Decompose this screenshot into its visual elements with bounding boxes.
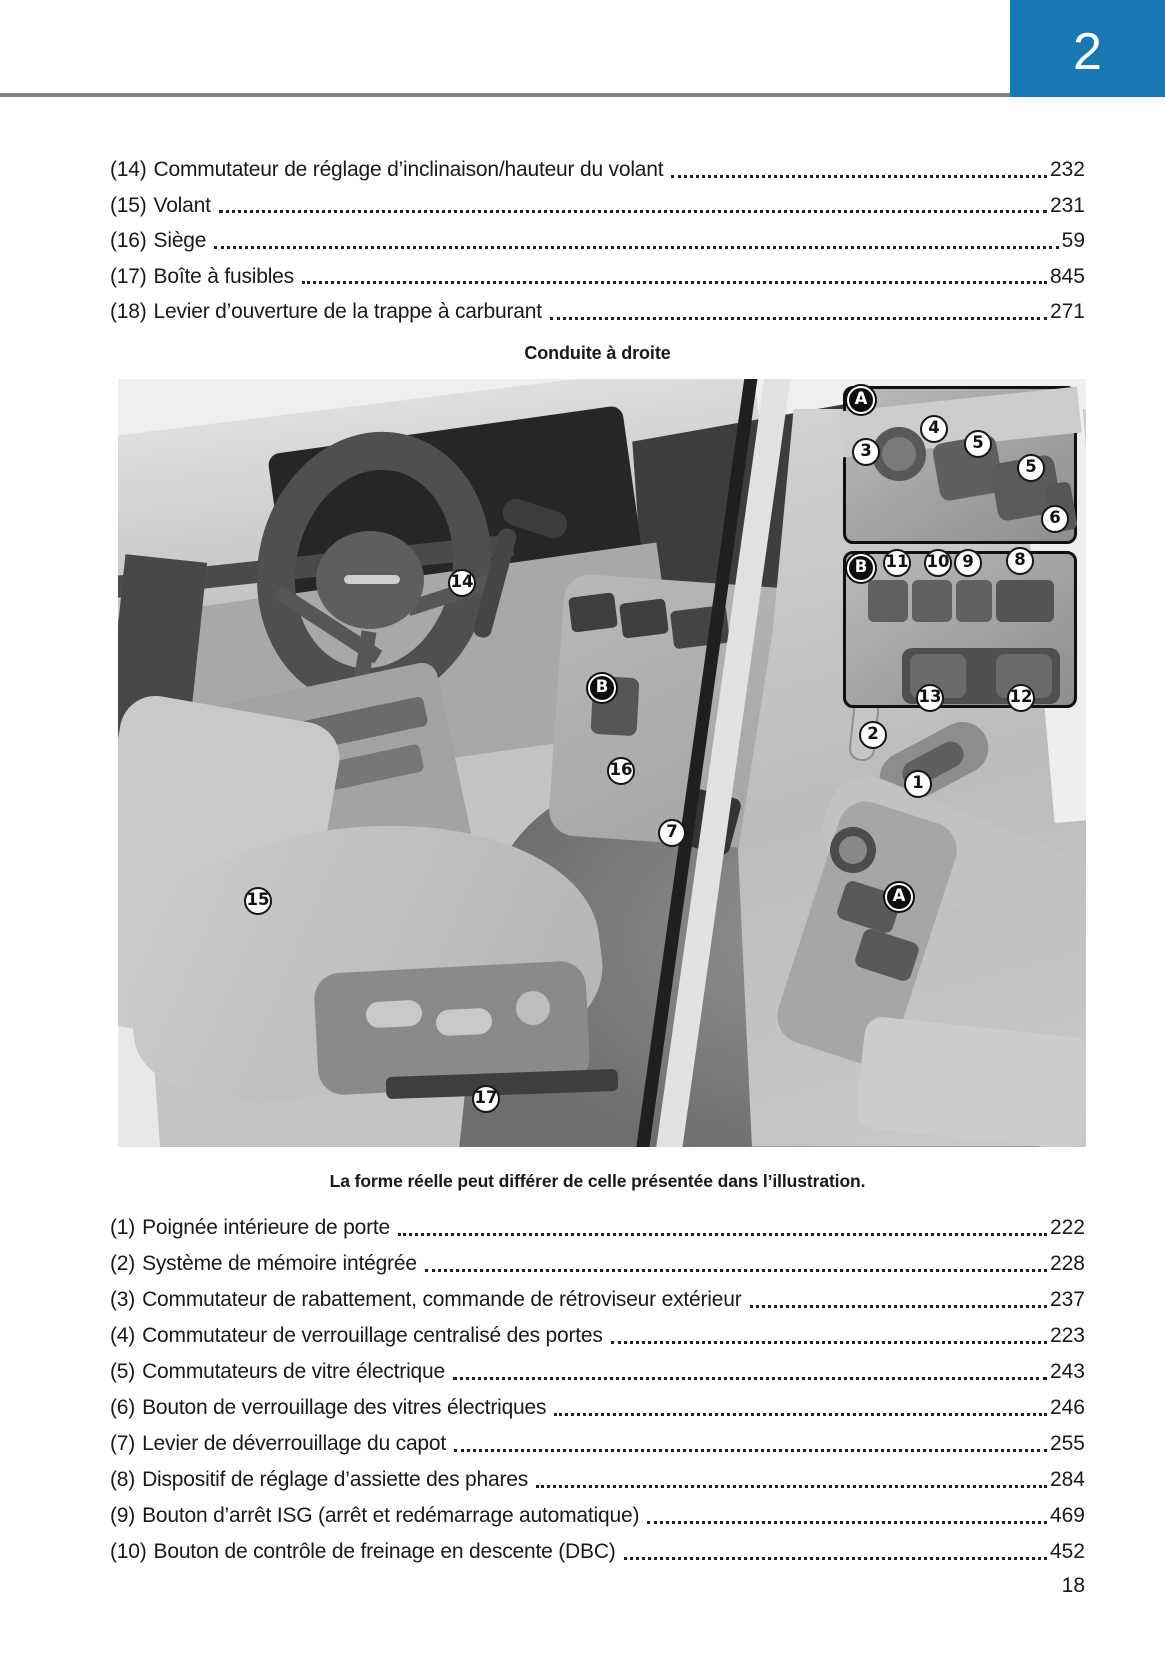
callout-1: 1 (904, 770, 932, 798)
callout-17: 17 (472, 1085, 500, 1113)
toc-item-number: (1) (110, 1216, 136, 1240)
toc-item-label: Commutateur de réglage d’inclinaison/hauteur du volant (153, 158, 664, 182)
callout-15: 15 (244, 887, 272, 915)
toc-item-label: Levier de déverrouillage du capot (142, 1432, 447, 1456)
callout-11: 11 (883, 549, 911, 577)
toc-top (110, 152, 1085, 330)
toc-item-label: Système de mémoire intégrée (142, 1252, 417, 1276)
toc-item-page: 232 (1049, 158, 1085, 182)
toc-item-number: (5) (110, 1360, 136, 1384)
toc-item-number: (16) (110, 229, 147, 253)
mirror-control-knob-graphic (872, 427, 926, 481)
toc-item-page: 246 (1049, 1396, 1085, 1420)
dotted-leader (302, 281, 1047, 284)
toc-item-label: Boîte à fusibles (153, 264, 294, 288)
toc-item-page: 469 (1049, 1504, 1085, 1528)
callout-13: 13 (916, 684, 944, 712)
callout-7: 7 (658, 819, 686, 847)
wheel-emblem-graphic (344, 575, 400, 584)
toc-item-label: Siège (153, 229, 207, 253)
switch-button-graphic (868, 580, 908, 622)
callout-6: 6 (1041, 505, 1069, 533)
toc-item (110, 1426, 1085, 1462)
toc-item-label: Commutateur de verrouillage centralisé des portes (142, 1324, 603, 1348)
dotted-leader (624, 1557, 1047, 1560)
callout-4: 4 (920, 415, 948, 443)
toc-item-label: Volant (153, 193, 211, 217)
toc-item-label: Poignée intérieure de porte (142, 1216, 391, 1240)
toc-item-label: Levier d’ouverture de la trappe à carburant (153, 300, 542, 324)
callout-B-main: B (588, 674, 616, 702)
toc-item-number: (10) (110, 1540, 147, 1564)
toc-item (110, 1534, 1085, 1570)
dotted-leader (550, 317, 1047, 320)
toc-item-label: Bouton d’arrêt ISG (arrêt et redémarrage automatique) (142, 1504, 640, 1528)
toc-item (110, 1462, 1085, 1498)
toc-item-number: (18) (110, 300, 147, 324)
callout-A-inset: A (847, 386, 875, 414)
toc-item-page: 255 (1049, 1432, 1085, 1456)
toc-item-page: 271 (1049, 300, 1085, 324)
toc-item-page: 243 (1049, 1360, 1085, 1384)
toc-item (110, 1282, 1085, 1318)
figure-title: Conduite à droite (524, 342, 671, 363)
dotted-leader (647, 1521, 1047, 1524)
toc-item-page: 231 (1049, 193, 1085, 217)
toc-item-page: 452 (1049, 1540, 1085, 1564)
toc-item-page: 222 (1049, 1216, 1085, 1240)
illustration (118, 379, 1086, 1147)
toc-item-number: (6) (110, 1396, 136, 1420)
dotted-leader (454, 1449, 1047, 1452)
dash-switch-graphic (568, 592, 618, 632)
toc-item (110, 1354, 1085, 1390)
dash-switch-graphic (619, 598, 669, 638)
door-pocket-graphic (855, 1015, 1086, 1147)
callout-5b: 5 (1017, 454, 1045, 482)
dotted-leader (425, 1269, 1047, 1272)
toc-item-page: 228 (1049, 1252, 1085, 1276)
dotted-leader (611, 1341, 1047, 1344)
toc-item (110, 1498, 1085, 1534)
toc-item-label: Bouton de verrouillage des vitres électriques (142, 1396, 547, 1420)
toc-item (110, 1246, 1085, 1282)
dotted-leader (453, 1377, 1047, 1380)
seat-knob-graphic (516, 991, 550, 1025)
callout-16: 16 (607, 757, 635, 785)
toc-item (110, 259, 1085, 295)
toc-item (110, 188, 1085, 224)
toc-item-number: (7) (110, 1432, 136, 1456)
callout-10: 10 (924, 549, 952, 577)
dotted-leader (554, 1413, 1047, 1416)
toc-item-label: Dispositif de réglage d’assiette des phares (142, 1468, 529, 1492)
toc-item-page: 223 (1049, 1324, 1085, 1348)
toc-item-number: (2) (110, 1252, 136, 1276)
toc-item-number: (17) (110, 264, 147, 288)
dotted-leader (536, 1485, 1047, 1488)
callout-A-door: A (885, 883, 913, 911)
toc-item-page: 237 (1049, 1288, 1085, 1312)
toc-item-number: (14) (110, 158, 147, 182)
toc-item-number: (9) (110, 1504, 136, 1528)
toc-item (110, 223, 1085, 259)
toc-item-page: 845 (1049, 264, 1085, 288)
callout-3: 3 (852, 438, 880, 466)
callout-8: 8 (1006, 547, 1034, 575)
dotted-leader (750, 1305, 1047, 1308)
toc-item (110, 294, 1085, 330)
switch-button-graphic (912, 580, 952, 622)
toc-item (110, 1390, 1085, 1426)
headlamp-leveling-switch-graphic (996, 580, 1054, 622)
figure-caption: La forme réelle peut différer de celle présentée dans l’illustration. (329, 1170, 866, 1191)
seat-control-graphic (365, 999, 422, 1028)
dotted-leader (671, 175, 1047, 178)
header-rule (0, 93, 1012, 97)
content-column (110, 152, 1085, 1570)
callout-14: 14 (448, 569, 476, 597)
toc-bottom (110, 1210, 1085, 1570)
toc-item-number: (4) (110, 1324, 136, 1348)
seat-control-graphic (435, 1007, 492, 1036)
dotted-leader (214, 246, 1058, 249)
callout-5a: 5 (964, 430, 992, 458)
dotted-leader (398, 1233, 1047, 1236)
page-number: 18 (1061, 1574, 1085, 1597)
chapter-number: 2 (1073, 22, 1102, 81)
switch-button-graphic (956, 580, 992, 622)
toc-item (110, 1318, 1085, 1354)
toc-item-number: (3) (110, 1288, 136, 1312)
callout-B-inset: B (847, 554, 875, 582)
chapter-tab (1010, 0, 1165, 97)
toc-item-page: 59 (1061, 229, 1085, 253)
toc-item-number: (15) (110, 193, 147, 217)
toc-item-label: Commutateur de rabattement, commande de rétroviseur extérieur (142, 1288, 742, 1312)
callout-12: 12 (1007, 684, 1035, 712)
toc-item-label: Commutateurs de vitre électrique (142, 1360, 445, 1384)
toc-item (110, 1210, 1085, 1246)
toc-item-number: (8) (110, 1468, 136, 1492)
callout-9: 9 (954, 549, 982, 577)
toc-item-page: 284 (1049, 1468, 1085, 1492)
toc-item (110, 152, 1085, 188)
toc-item-label: Bouton de contrôle de freinage en descente (DBC) (153, 1540, 616, 1564)
dotted-leader (219, 210, 1047, 213)
callout-2: 2 (859, 721, 887, 749)
